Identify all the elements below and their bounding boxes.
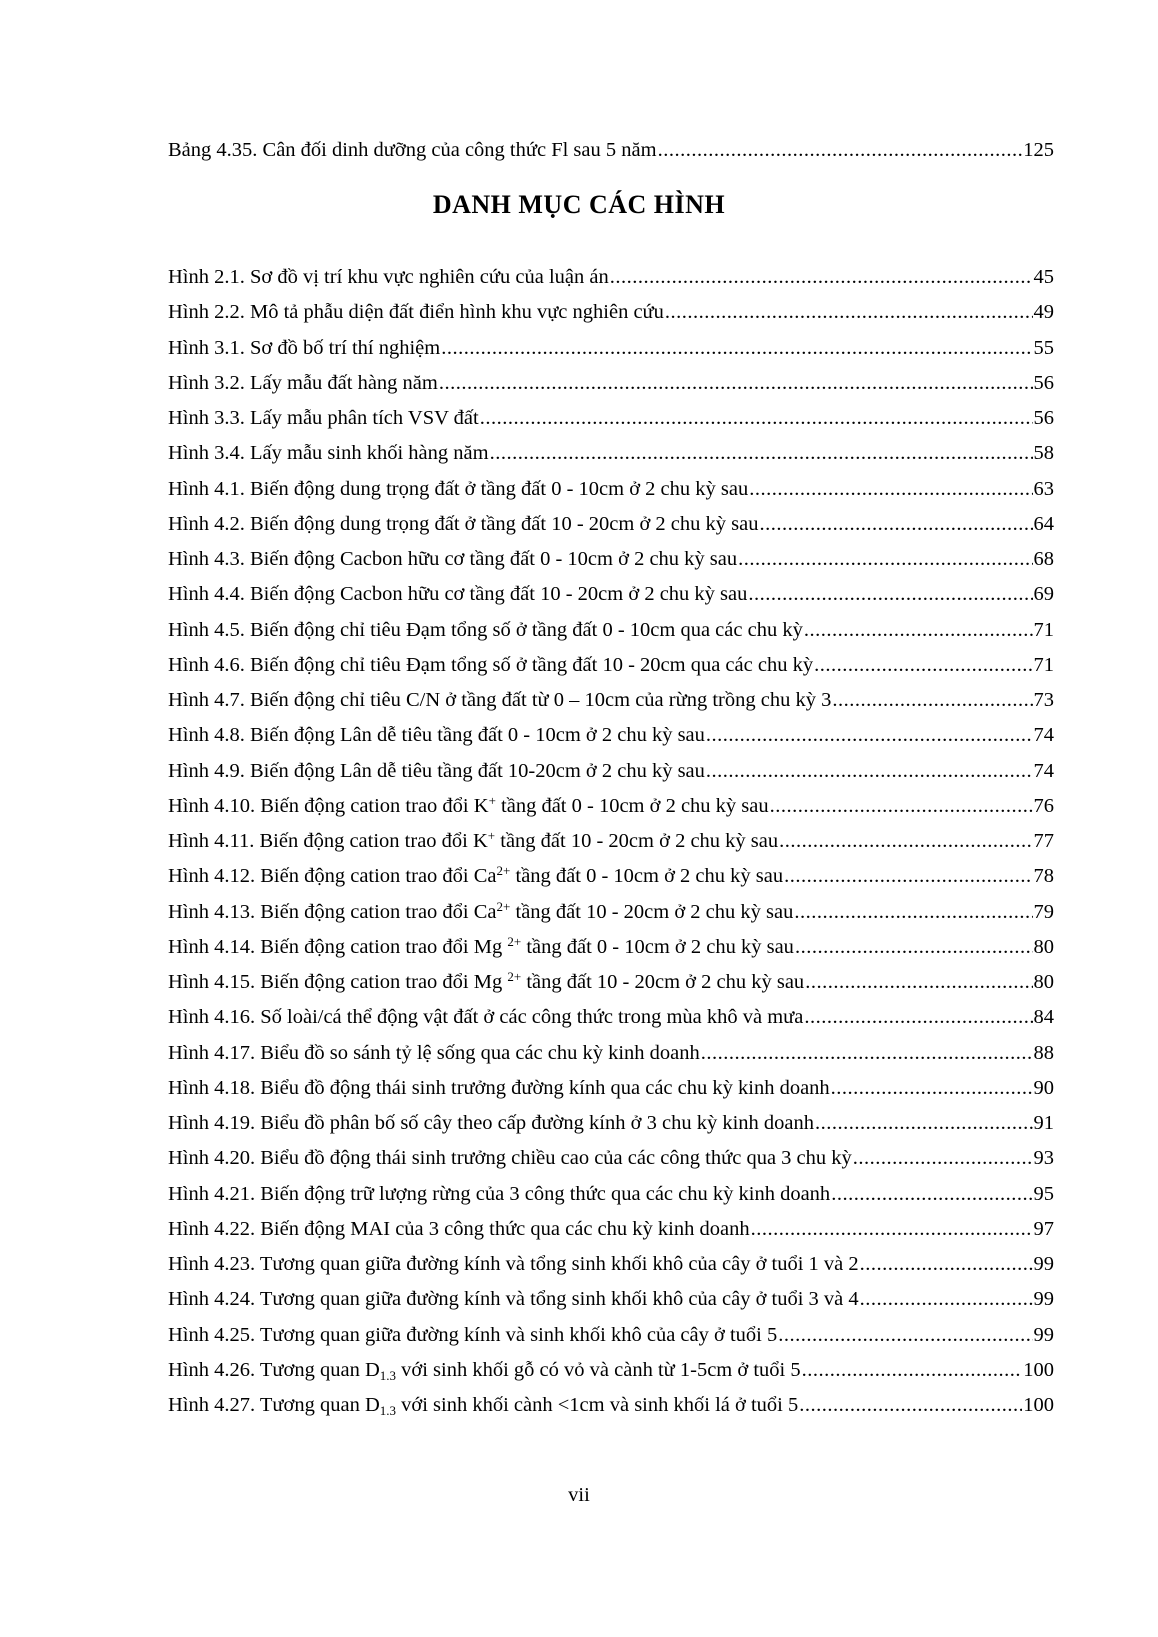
toc-entry-page: 99 <box>1033 1288 1054 1311</box>
leader-dots <box>795 934 1033 960</box>
toc-figure-entry <box>168 440 1054 466</box>
toc-entry-label: Hình 4.17. Biểu đồ so sánh tỷ lệ sống qua các chu kỳ kinh doanh <box>168 1041 700 1064</box>
toc-entry-label: Hình 4.15. Biến động cation trao đổi Mg $^{2+}$ tầng đất 10 - 20cm ở 2 chu kỳ sau <box>168 969 805 993</box>
toc-figure-entry <box>168 581 1054 607</box>
leader-dots <box>814 652 1032 678</box>
toc-entry-label: Hình 4.26. Tương quan $D_{1.3}$ với sinh khối gỗ có vỏ và cành từ 1-5cm ở tuổi 5 <box>168 1358 801 1383</box>
leader-dots <box>804 617 1033 643</box>
leader-dots <box>770 793 1033 819</box>
toc-entry-page: 88 <box>1033 1041 1054 1064</box>
toc-figure-entry <box>168 1286 1054 1312</box>
toc-figure-entry <box>168 335 1054 361</box>
ion-charge: 2+ <box>496 898 511 914</box>
leader-dots <box>778 1322 1032 1348</box>
toc-entry-page: 74 <box>1033 724 1054 747</box>
toc-figure-entry <box>168 370 1054 396</box>
toc-entry-label: Hình 4.16. Số loài/cá thể động vật đất ở các công thức trong mùa khô và mưa <box>168 1006 804 1029</box>
subscript: 1.3 <box>379 1403 397 1418</box>
ion-charge: + <box>488 792 496 808</box>
toc-entry-label: Hình 4.19. Biểu đồ phân bố số cây theo cấp đường kính ở 3 chu kỳ kinh doanh <box>168 1112 814 1134</box>
section-title: DANH MỤC CÁC HÌNH <box>432 190 726 219</box>
toc-figure-entry <box>168 1110 1054 1136</box>
toc-figure-entry <box>168 264 1054 290</box>
toc-entry-label: Hình 4.12. Biến động cation trao đổi $Ca^{2+}$ tầng đất 0 - 10cm ở 2 chu kỳ sau <box>168 863 784 888</box>
toc-figure-entry <box>168 1216 1054 1242</box>
toc-entry-label: Hình 4.2. Biến động dung trọng đất ở tầng đất 10 - 20cm ở 2 chu kỳ sau <box>168 512 759 535</box>
page-number: vii <box>568 1484 590 1506</box>
leader-dots <box>738 546 1032 572</box>
leader-dots <box>860 1286 1033 1312</box>
ion-charge: 2+ <box>507 969 522 984</box>
leader-dots <box>759 511 1032 537</box>
toc-figure-entry <box>168 828 1054 854</box>
toc-entry-label: Hình 4.27. Tương quan $D_{1.3}$ với sinh khối cành <1cm và sinh khối lá ở tuổi 5 <box>168 1394 799 1418</box>
toc-entry-label: Hình 4.23. Tương quan giữa đường kính và tổng sinh khối khô của cây ở tuổi 1 và 2 <box>168 1253 859 1275</box>
leader-dots <box>748 581 1032 607</box>
toc-entry-page: 97 <box>1033 1217 1054 1240</box>
ion-charge: + <box>487 828 496 843</box>
toc-entry-page: 100 <box>1023 1394 1054 1416</box>
toc-entry-page: 45 <box>1033 266 1054 288</box>
toc-entry-page: 125 <box>1023 139 1054 161</box>
toc-entry-label: Hình 3.4. Lấy mẫu sinh khối hàng năm <box>168 442 489 465</box>
leader-dots <box>831 1075 1033 1101</box>
toc-entry-label: Hình 4.20. Biểu đồ động thái sinh trưởng chiều cao của các công thức qua 3 chu kỳ <box>168 1147 852 1170</box>
toc-entry-page: 74 <box>1033 759 1054 782</box>
toc-entry-label: Hình 3.3. Lấy mẫu phân tích VSV đất <box>168 407 479 429</box>
leader-dots <box>804 1004 1032 1030</box>
toc-entry-label: Hình 3.2. Lấy mẫu đất hàng năm <box>168 371 438 394</box>
toc-figure-entry <box>168 476 1054 502</box>
leader-dots <box>853 1145 1033 1171</box>
leader-dots <box>794 899 1032 925</box>
toc-figure-entry <box>168 934 1054 960</box>
toc-entry-label: Hình 4.7. Biến động chỉ tiêu C/N ở tầng đất từ 0 – 10cm của rừng trồng chu kỳ 3 <box>168 689 832 711</box>
leader-dots <box>831 1181 1032 1207</box>
toc-entry-page: 76 <box>1033 794 1054 817</box>
toc-entry-page: 79 <box>1033 900 1054 923</box>
toc-entry-label: Hình 4.6. Biến động chỉ tiêu Đạm tổng số ở tầng đất 10 - 20cm qua các chu kỳ <box>168 653 814 676</box>
toc-table-entry <box>168 137 1054 163</box>
toc-figure-entry <box>168 687 1054 713</box>
toc-figure-entry <box>168 969 1054 995</box>
leader-dots <box>860 1251 1033 1277</box>
toc-entry-label: Bảng 4.35. Cân đối dinh dưỡng của công thức Fl sau 5 năm <box>168 139 657 161</box>
toc-entry-label: Hình 4.18. Biểu đồ động thái sinh trưởng đường kính qua các chu kỳ kinh doanh <box>168 1076 830 1099</box>
leader-dots <box>701 1040 1033 1066</box>
leader-dots <box>658 137 1023 163</box>
toc-entry-label: Hình 4.14. Biến động cation trao đổi Mg $^{2+}$ tầng đất 0 - 10cm ở 2 chu kỳ sau <box>168 933 794 958</box>
toc-entry-label: Hình 4.5. Biến động chỉ tiêu Đạm tổng số ở tầng đất 0 - 10cm qua các chu kỳ <box>168 618 803 641</box>
toc-entry-page: 78 <box>1033 865 1054 888</box>
toc-entry-label: Hình 4.8. Biến động Lân dễ tiêu tầng đất 0 - 10cm ở 2 chu kỳ sau <box>168 724 705 747</box>
toc-entry-page: 68 <box>1033 548 1054 570</box>
toc-entry-label: Hình 4.4. Biến động Cacbon hữu cơ tầng đất 10 - 20cm ở 2 chu kỳ sau <box>168 583 748 606</box>
leader-dots <box>784 863 1032 889</box>
leader-dots <box>490 440 1033 466</box>
toc-figure-entry <box>168 511 1054 537</box>
toc-figure-entry <box>168 1357 1054 1383</box>
toc-figure-entry <box>168 1145 1054 1171</box>
toc-entry-page: 80 <box>1033 935 1054 958</box>
toc-figure-entry <box>168 1181 1054 1207</box>
toc-figure-entry <box>168 758 1054 784</box>
toc-entry-page: 71 <box>1033 653 1054 676</box>
toc-figure-entry <box>168 793 1054 819</box>
leader-dots <box>439 370 1033 396</box>
toc-entry-label: Hình 4.22. Biến động MAI của 3 công thức qua các chu kỳ kinh doanh <box>168 1217 750 1240</box>
toc-entry-label: Hình 4.21. Biến động trữ lượng rừng của 3 công thức qua các chu kỳ kinh doanh <box>168 1182 831 1205</box>
toc-entry-page: 77 <box>1033 830 1054 852</box>
toc-entry-label: Hình 4.9. Biến động Lân dễ tiêu tầng đất 10-20cm ở 2 chu kỳ sau <box>168 759 705 782</box>
leader-dots <box>751 1216 1033 1242</box>
toc-figure-entry <box>168 722 1054 748</box>
toc-entry-label: Hình 4.1. Biến động dung trọng đất ở tầng đất 0 - 10cm ở 2 chu kỳ sau <box>168 477 749 500</box>
toc-entry-page: 99 <box>1033 1323 1054 1346</box>
toc-entry-page: 64 <box>1033 512 1054 535</box>
leader-dots <box>815 1110 1033 1136</box>
toc-figure-entry <box>168 617 1054 643</box>
toc-entry-page: 71 <box>1033 618 1054 641</box>
toc-entry-label: Hình 4.25. Tương quan giữa đường kính và sinh khối khô của cây ở tuổi 5 <box>168 1323 778 1346</box>
toc-entry-label: Hình 2.1. Sơ đồ vị trí khu vực nghiên cứu của luận án <box>168 266 609 288</box>
toc-entry-page: 99 <box>1033 1253 1054 1275</box>
toc-figure-entry <box>168 1004 1054 1030</box>
toc-entry-label: Hình 4.3. Biến động Cacbon hữu cơ tầng đất 0 - 10cm ở 2 chu kỳ sau <box>168 548 738 570</box>
toc-entry-page: 93 <box>1033 1147 1054 1170</box>
toc-entry-page: 56 <box>1033 407 1054 429</box>
leader-dots <box>832 687 1032 713</box>
toc-figure-entry <box>168 652 1054 678</box>
toc-entry-label: Hình 2.2. Mô tả phẫu diện đất điển hình khu vực nghiên cứu <box>168 301 664 324</box>
ion-charge: 2+ <box>496 863 511 879</box>
toc-entry-page: 58 <box>1033 442 1054 465</box>
toc-entry-page: 69 <box>1033 583 1054 606</box>
toc-entry-page: 49 <box>1033 301 1054 324</box>
toc-entry-label: Hình 4.24. Tương quan giữa đường kính và tổng sinh khối khô của cây ở tuổi 3 và 4 <box>168 1288 859 1311</box>
toc-figure-entry <box>168 863 1054 889</box>
toc-entry-label: Hình 4.10. Biến động cation trao đổi K+ tầng đất 0 - 10cm ở 2 chu kỳ sau <box>168 792 769 817</box>
toc-figure-entry <box>168 1251 1054 1277</box>
leader-dots <box>799 1392 1022 1418</box>
toc-entry-label: Hình 3.1. Sơ đồ bố trí thí nghiệm <box>168 336 441 359</box>
toc-entry-page: 95 <box>1033 1182 1054 1205</box>
toc-entry-page: 84 <box>1033 1006 1054 1029</box>
leader-dots <box>802 1357 1023 1383</box>
toc-entry-page: 73 <box>1033 689 1054 711</box>
toc-entry-page: 100 <box>1023 1358 1054 1381</box>
toc-entry-label: Hình 4.13. Biến động cation trao đổi $Ca^{2+}$ tầng đất 10 - 20cm ở 2 chu kỳ sau <box>168 898 794 923</box>
toc-figure-entry <box>168 1040 1054 1066</box>
toc-entry-label: Hình 4.11. Biến động cation trao đổi K+ tầng đất 10 - 20cm ở 2 chu kỳ sau <box>168 828 779 852</box>
toc-figure-entry <box>168 899 1054 925</box>
leader-dots <box>441 335 1032 361</box>
leader-dots <box>480 405 1033 431</box>
leader-dots <box>805 969 1032 995</box>
toc-figure-entry <box>168 1322 1054 1348</box>
toc-entry-page: 55 <box>1033 336 1054 359</box>
subscript: 1.3 <box>379 1367 397 1383</box>
toc-figure-entry <box>168 1392 1054 1418</box>
toc-entry-page: 80 <box>1033 971 1054 993</box>
leader-dots <box>665 299 1033 325</box>
toc-entry-page: 56 <box>1033 371 1054 394</box>
toc-entry-page: 90 <box>1033 1076 1054 1099</box>
toc-figure-entry <box>168 405 1054 431</box>
toc-figure-entry <box>168 299 1054 325</box>
toc-figure-entry <box>168 1075 1054 1101</box>
toc-entry-page: 91 <box>1033 1112 1054 1134</box>
leader-dots <box>706 722 1033 748</box>
leader-dots <box>779 828 1032 854</box>
leader-dots <box>749 476 1032 502</box>
leader-dots <box>610 264 1033 290</box>
toc-entry-page: 63 <box>1033 477 1054 500</box>
toc-figure-entry <box>168 546 1054 572</box>
leader-dots <box>706 758 1033 784</box>
ion-charge: 2+ <box>507 933 522 949</box>
